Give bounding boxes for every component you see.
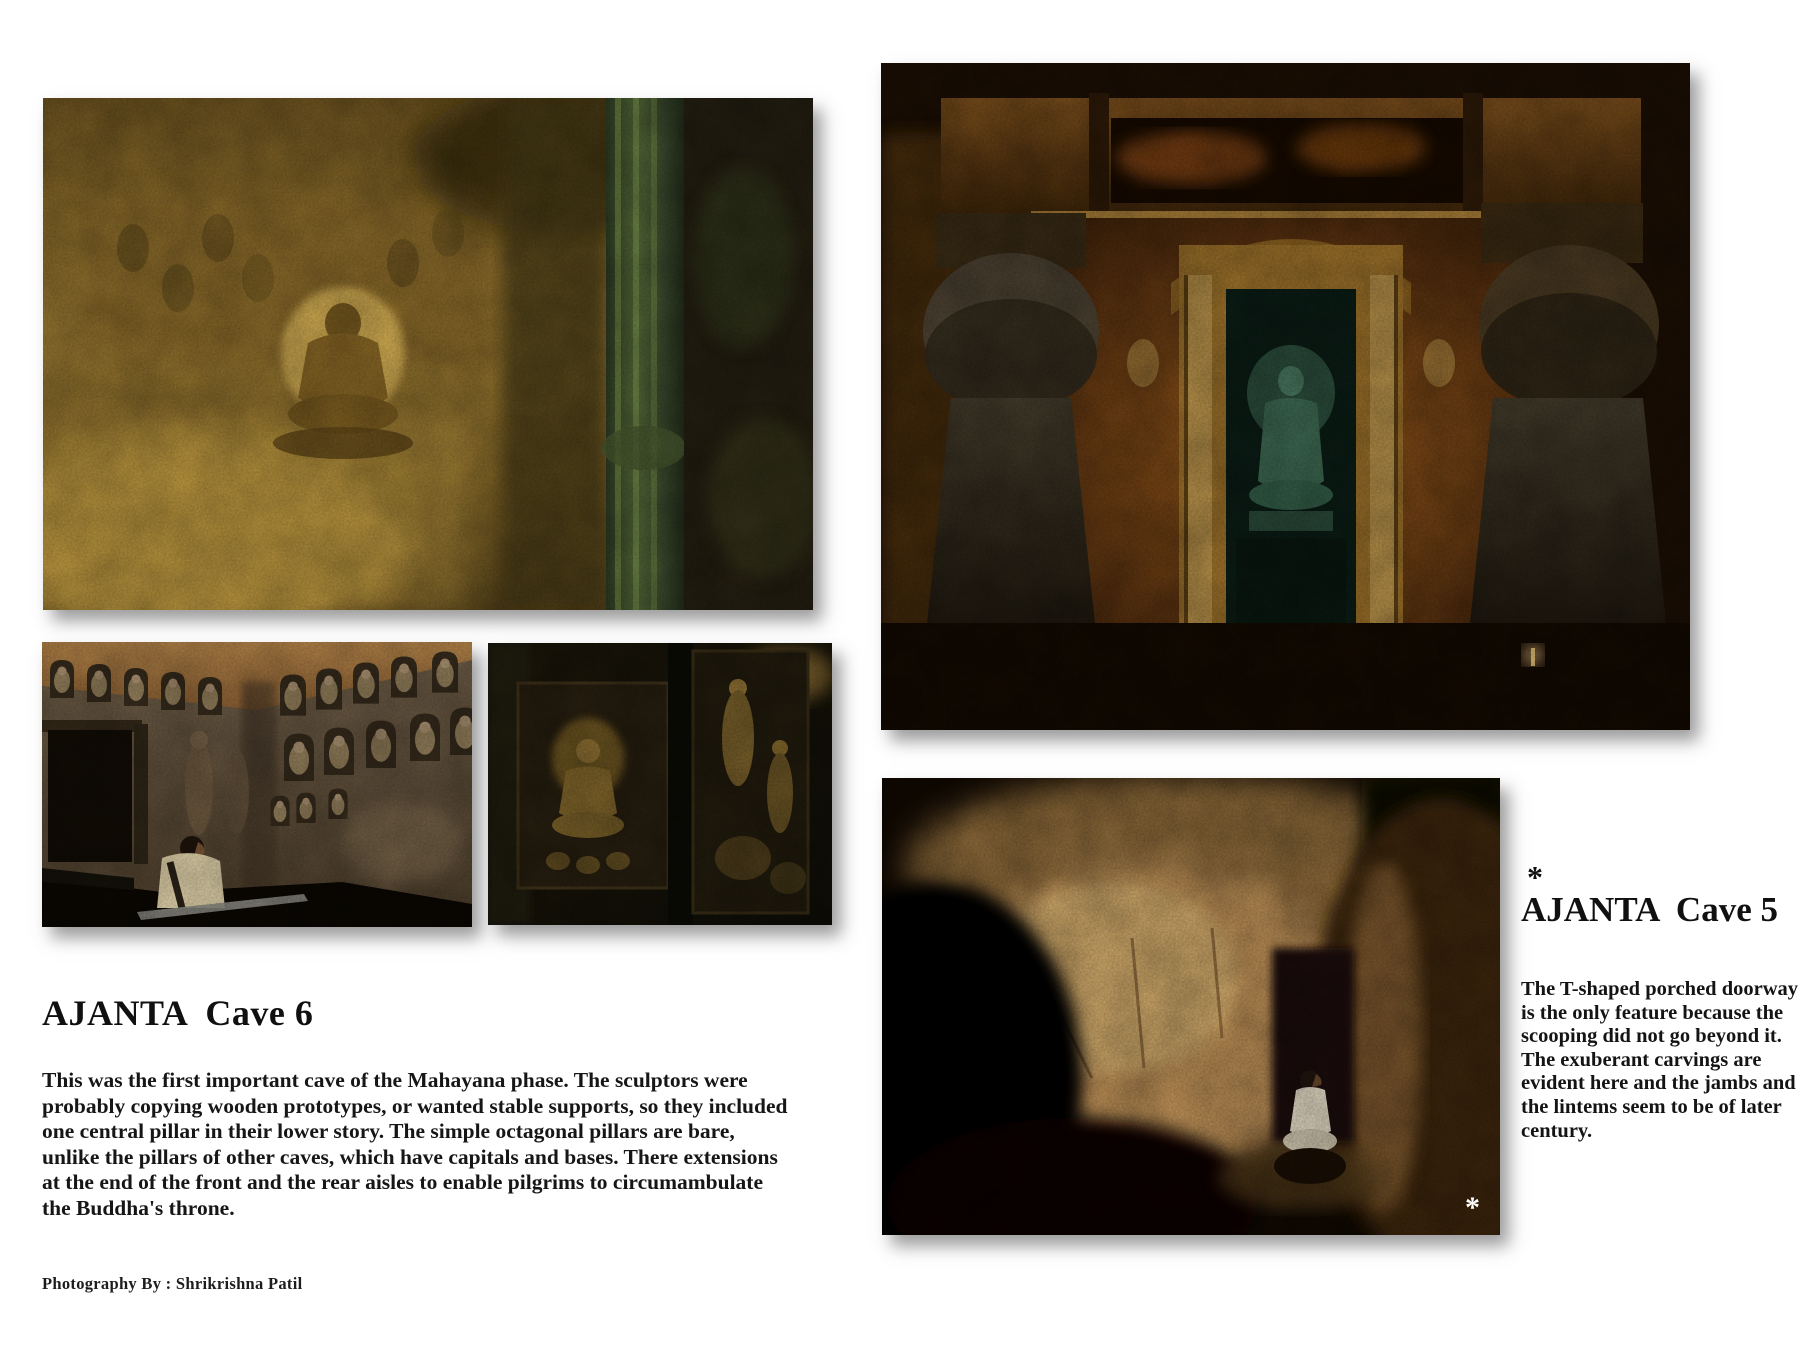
cave6-description: This was the first important cave of the Mahayana phase. The sculptors were probably copying wooden prototypes, or wanted stable supports, so they included one central pillar in their lower story. The simple octagonal pillars are bare, unlike the pillars of other caves, which have capitals and bases. There extensions at the end of the front and the rear aisles to enable pilgrims to circumambulate the Buddha's throne. bbox=[42, 1068, 788, 1220]
cave5-description: The T-shaped porched doorway is the only feature because the scooping did not go beyond it. The exuberant carvings are evident here and the jambs and the lintems seem to be of later century. bbox=[1521, 978, 1799, 1142]
photo-cave6-reliefs bbox=[488, 643, 832, 925]
photography-credit: Photography By : Shrikrishna Patil bbox=[42, 1274, 303, 1293]
photo-illustration bbox=[881, 63, 1690, 730]
photo-asterisk-marker: * bbox=[1465, 1191, 1480, 1224]
photo-illustration bbox=[882, 778, 1500, 1235]
cave5-text-column bbox=[1521, 859, 1799, 1143]
cave6-title: AJANTA Cave 6 bbox=[42, 993, 314, 1033]
photo-cave5-interior bbox=[882, 778, 1500, 1235]
photo-illustration bbox=[488, 643, 832, 925]
photo-cave6-shrine bbox=[881, 63, 1690, 730]
cave5-title: AJANTA Cave 5 bbox=[1521, 890, 1778, 929]
photo-cave6-niches bbox=[42, 642, 472, 927]
photo-illustration bbox=[43, 98, 813, 610]
photo-cave6-mural bbox=[43, 98, 813, 610]
cave5-asterisk-marker: * bbox=[1527, 859, 1543, 895]
photo-illustration bbox=[42, 642, 472, 927]
